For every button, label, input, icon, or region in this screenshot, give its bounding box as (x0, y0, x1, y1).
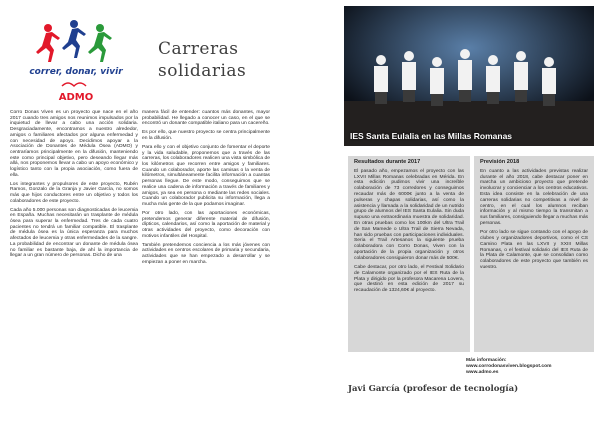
author-signature: Javi García (profesor de tecnología) (348, 384, 519, 394)
paragraph: También pretendemos conciencia a los más jóvenes con actividades en centros escolares de primaria y secundaria, actividades que se han empezado a desarrollar y se empiezan a poner en marcha. (142, 242, 270, 265)
more-info (466, 358, 551, 376)
paragraph: manera fácil de entender: cuantos más donantes, mayor probabilidad. He llegado a conocer un caso, en el que se encontró un donante compatible italiano para un cacereño. (142, 110, 270, 127)
admo-link[interactable]: www.admo.es (466, 370, 499, 375)
paragraph: Para ello y con el objetivo conjunto de fomentar el deporte y la vida saludable, proponemos que a través de las carreras, los colaboradores realicen una vista simbólica de los kilómetros que recorren entre amigos y familiares. Cuando un colaborador, aporte las camisas o la venta de kilómetros, simultáneamente facilita información a cuantas personas llegue. De este modo, conseguimos que se realice una cadena de información a través de familiares y amigos, ya sea en persona o mediante las redes sociales. Cuando un colaborador publicita su información, llega a mucha más gente de la que podamos imaginar. (142, 144, 270, 207)
paragraph: Es por ello, que nuestro proyecto se centra principalmente en la difusión. (142, 130, 270, 141)
results-panel (348, 156, 470, 352)
forecast-heading: Previsión 2018 (480, 159, 520, 165)
paragraph: Cada año 5.000 personas son diagnosticadas de leucemia en España. Muchas necesitarán un trasplante de médula ósea para superar la enfermedad. Tres de cada cuatro pacientes no tendrá un familiar compatible. El trasplante de médula ósea es la única esperanza para muchos afectados de leucemia y otras enfermedades de la sangre. La probabilidad de encontrar un donante de médula ósea no familiar es bastante baja, de ahí la importancia de llegar a un gran número de personas. Dicho de una (10, 207, 138, 259)
paragraph: Por otro lado se sigue contando con el apoyo de clubes y organizadores deportivos, como el CS Camino Plata en las LXVII y XXIII Millas Romanas, o el festival solidario del IES Ruta de la Plata de Calamonte, que se consolidan como colaboradores de este proyecto que también es vuestro. (480, 230, 588, 271)
paragraph: Corro Donas Viven es un proyecto que nace en el año 2017 cuando tres amigos nos reunimos impulsados por la inquietud de llevar a cabo una acción solidaria. Desgraciadamente, encontramos a nuestro alrededor, amigos o familiares afectados por alguna enfermedad y con necesidad de apoyo. Decidimos apoyar a la Asociación de Donantes de Médula Ósea (ADMO) y centraríamos principalmente en la difusión, manteniendo este como principal objetivo, pero deseando llegar más allá, nos proponemos llevar a cabo un apoyo económico y logístico tanto con la propia asociación, como fuera de ella. (10, 110, 138, 178)
paragraph: Por otro lado, con las aportaciones económicas, pretendemos generar diferente material de difusión, dípticos, calendarios, así como la aportación de material y otras actividades del proyecto, como decoración con motivos infantiles del Hospital. (142, 210, 270, 239)
title-line-1: Carreras (158, 39, 239, 59)
forecast-panel (474, 156, 594, 352)
photo-caption: IES Santa Eulalia en las Millas Romanas (350, 131, 513, 141)
logo (10, 6, 142, 106)
paragraph: Cabe destacar, por otro lado, el Festival Solidario de Calamonte organizado por el IES Ruta de la Plata y dirigido por la profesora Macarena Lovera, que destinó en esta edición de 2017 su recaudación de 1324,60€ al proyecto. (354, 265, 464, 294)
event-photo (344, 6, 594, 146)
svg-text:correr, donar, vivir: correr, donar, vivir (29, 67, 123, 77)
stage-photo-icon (344, 6, 594, 146)
blog-link[interactable]: www.corrodonasviven.blogspot.com (466, 364, 552, 369)
runners-logo-icon (10, 6, 142, 106)
title-line-2: solidarias (158, 61, 247, 81)
svg-text:ADMO: ADMO (58, 92, 94, 103)
paragraph: En cuanto a las actividades previstas realizar durante el año 2018, cabe destacar poner en marcha un ambicioso proyecto que pretende involucrar y concienciar a los centros educativos. Esta idea consiste en la celebración de una carreras solidarias no competitivas a nivel de centro, en el cual los alumnos reciban información y al mismo tiempo la transmitan a sus familiares, consiguiendo llegar a muchas más personas. (480, 168, 588, 226)
column-1 (10, 110, 138, 262)
paragraph: Los integrantes y propulsores de este proyecto, Rubén Ramos, Gonzalo de la Granja y Javier García, no somos más que hijos conductores entre un objetivo y todos los colaboradores de este proyecto. (10, 181, 138, 204)
column-2 (142, 110, 270, 269)
more-info-label: Más información: (466, 358, 507, 363)
paragraph: El pasado año, empezamos el proyecto con las LXVII Millas Romanas celebradas en Mérida. En esta edición pudimos vivir una increíble colaboración de 73 corredores y conseguimos recaudar más de 6000€ junto a la venta de pulseras y chapas solidarias, así como la asistencia y llamada a la solidaridad de un nutrido grupo de alumnos del IES Santa Eulalia. Sin duda supuso una extraordinaria muestra de solidaridad. En otras pruebas como los 100km del Ultra Trail de San Mamede o Ultra Trail de Sierra Nevada, han sido pruebas con participaciones individuales. Seria el Trail Artesanos la siguiente prueba colaboradora con Corro Donas, Viven con la aportación de la propia organización y otros colaboradores consiguieron donar más de 500€. (354, 168, 464, 261)
article-title (158, 38, 278, 82)
results-heading: Resultados durante 2017 (354, 159, 421, 165)
